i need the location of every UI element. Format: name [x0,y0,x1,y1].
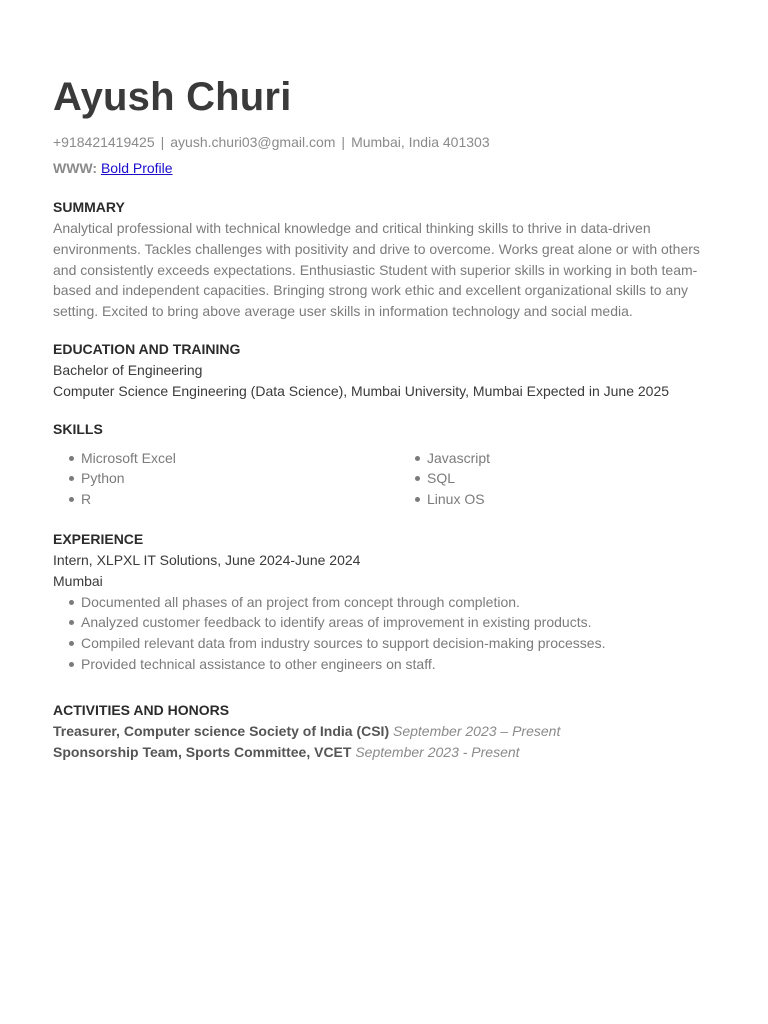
summary-text: Analytical professional with technical knowledge and critical thinking skills to thrive in data-driven environments. Tackles challenges with positivity and drive to overcome. Works great alone or with others and consistently exceeds expectations. Enthusiastic Student with superior skills in working in both team-based and independent capacities. Bringing strong work ethic and excellent organizational skills to any setting. Excited to bring above average user skills in information technology and social media. [53,220,700,320]
skill-item: R [67,489,399,510]
honor-role: Sponsorship Team, Sports Committee, VCET [53,743,352,760]
section-title-experience: EXPERIENCE [53,530,144,547]
candidate-name: Ayush Churi [53,75,292,119]
experience-position: Intern, XLPXL IT Solutions, June 2024-June 2024 [53,551,361,568]
experience-bullets [53,592,715,675]
website-line [53,158,715,178]
skill-item: Microsoft Excel [67,448,399,469]
skills-list-right [399,448,490,510]
skill-item: Javascript [413,448,490,469]
honor-item [53,742,715,763]
honor-date: September 2023 – Present [393,722,561,739]
honor-date: September 2023 - Present [355,743,520,760]
section-title-activities: ACTIVITIES AND HONORS [53,701,230,718]
section-title-summary: SUMMARY [53,199,125,215]
bold-profile-link[interactable]: Bold Profile [100,160,173,176]
separator: | [341,134,346,150]
list-item: Analyzed customer feedback to identify areas of improvement in existing products. [67,612,715,633]
separator: | [160,134,165,150]
experience-location: Mumbai [53,572,103,589]
skill-item: Linux OS [413,489,490,510]
skills-section [53,418,715,510]
skills-columns [53,448,715,510]
location: Mumbai, India 401303 [351,134,490,150]
education-degree: Bachelor of Engineering [53,361,203,378]
experience-section [53,528,715,675]
education-details: Computer Science Engineering (Data Science), Mumbai University, Mumbai Expected in June 2025 [53,382,670,399]
list-item: Compiled relevant data from industry sources to support decision-making processes. [67,633,715,654]
phone-number: +918421419425 [53,134,155,150]
summary-section [53,196,715,322]
education-section [53,338,715,402]
skill-item: SQL [413,468,490,489]
www-label: WWW: [53,160,98,176]
section-title-skills: SKILLS [53,420,103,437]
activities-section [53,699,715,763]
skills-list-left [53,448,399,510]
honor-item [53,721,715,742]
email-address: ayush.churi03@gmail.com [170,134,336,150]
contact-line [53,132,715,152]
honor-role: Treasurer, Computer science Society of India (CSI) [53,722,390,739]
section-title-education: EDUCATION AND TRAINING [53,340,241,357]
list-item: Documented all phases of an project from concept through completion. [67,592,715,613]
skill-item: Python [67,468,399,489]
list-item: Provided technical assistance to other engineers on staff. [67,654,715,675]
